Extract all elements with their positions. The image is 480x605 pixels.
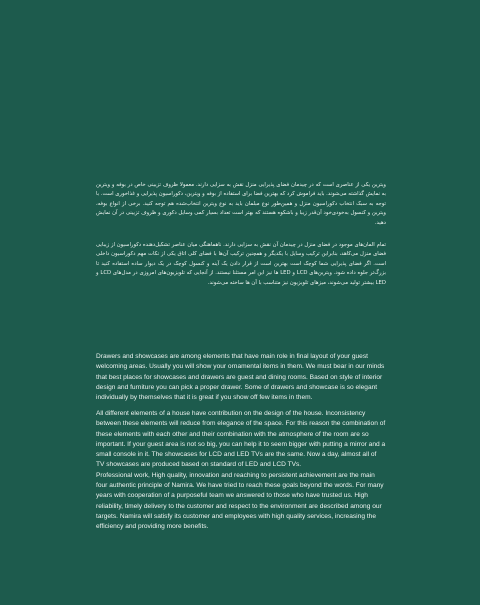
english-paragraph-1: Drawers and showcases are among elements that have main role in final layout of your guest welcoming areas. Usually you will show your ornamental items in them. We must bear in our minds that best places for showcases and drawers are guest and dining rooms. Based on style of interior design and furniture you can pick a proper drawer. Some of drawers and showcase is so elegant individually by themselves that it is great if you show off few items in them. <box>96 353 385 402</box>
english-paragraph-3: Professional work, High quality, innovation and reaching to persistent achievement are the main four authentic principle of Namira. We have tried to reach these goals beyond the words. For many years with cooperation of a purposeful team we answered to those who have trusted us. High reliability, timely delivery to the customer and respect to the environment are described among our targets. Namira will satisfy its customer and employees with high quality services, increasing the efficiency and providing more benefits. <box>96 471 384 531</box>
persian-paragraph-1: ویترین یکی از عناصری است که در چیدمان فضای پذیرایی منزل نقش به سزایی دارند. معمولا ظروف تزیینی خاص در بوفه و ویترین به نمایش گذاشته می‌شوند. باید فراموش کرد که بهترین فضا برای استفاده از بوفه و ویترین، دکوراسیون پذیرایی و غذاخوری است. با توجه به سبک انتخاب دکوراسیون منزل و همین‌طور نوع مبلمان باید به نوع ویترین انتخاب‌شده هم توجه کنید. برخی از انواع بوفه، ویترین و کنسول به‌خودی‌خود آن‌قدر زیبا و باشکوه هستند که بهتر است تعداد بسیار کمی وسایل دکوری و ظروف تزیینی در آن نمایش دهید. <box>96 182 386 226</box>
english-paragraph-2: All different elements of a house have contribution on the design of the house. Inconsistency between these elements will reduce from elegance of the space. For this reason the combination of these elements with each other and their combination with the atmosphere of the room are so important. If your guest area is not so big, you can help it to seem bigger with putting a mirror and a small console in it. The showcases for LCD and LED TVs are the same. Now a day, almost all of TV showcases are produced based on standard of LED and LCD TVs. <box>96 410 386 469</box>
persian-paragraph-2: تمام المان‌های موجود در فضای منزل در چیدمان آن نقش به سزایی دارند. ناهماهنگی میان عناصر تشکیل‌دهنده دکوراسیون از زیبایی فضای منزل می‌کاهد، بنابراین ترکیب وسایل با یکدیگر و همچنین ترکیب آن‌ها با فضای کلی اتاق یکی از نکات مهم دکوراسیون داخلی است. اگر فضای پذیرایی شما کوچک است بهترین است از قرار دادن یک آینه و کنسول کوچک در یک دیوار ساده استفاده کنید تا بزرگ‌تر جلوه داده شود. ویترین‌های LCD و LED ها نیز این امر مستثنا نیستند. از آنجایی که تلویزیون‌های امروزی در مدل‌های LCD و LED بیشتر تولید می‌شوند، میزهای تلویزیون نیز متناسب با آن ها ساخته می‌شوند. <box>96 242 386 286</box>
english-paragraph-2-3 <box>96 409 386 533</box>
